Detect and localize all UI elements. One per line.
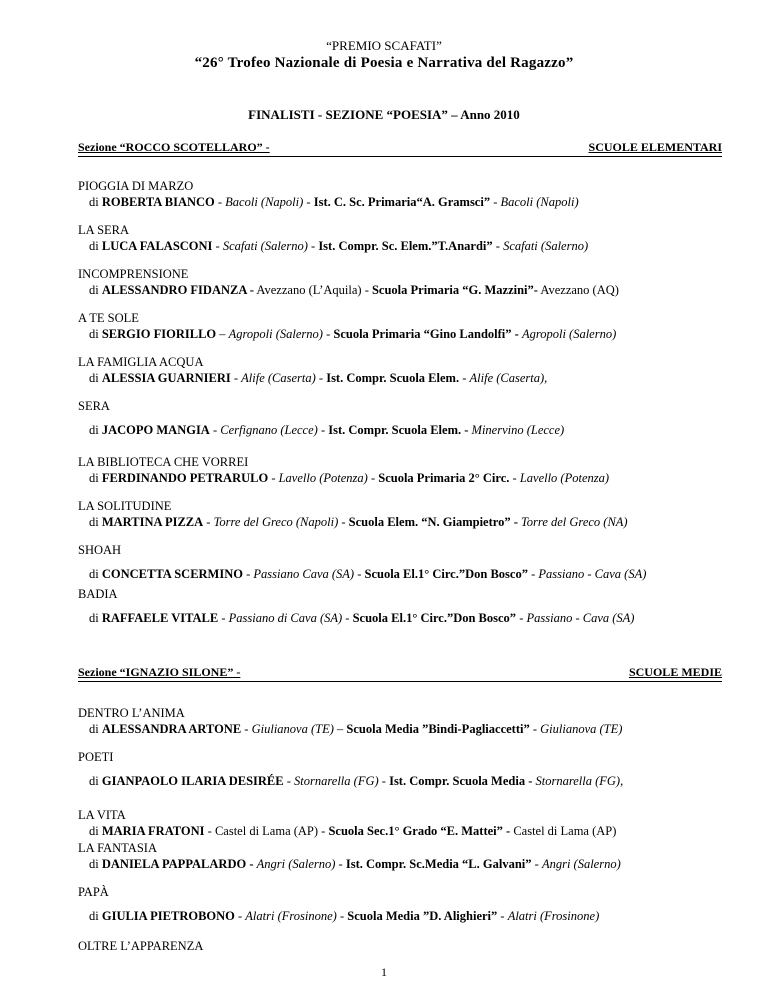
author-place: Alife (Caserta) [241,371,316,385]
poem-title: OLTRE L’APPARENZA [78,939,204,953]
author-place: Alatri (Frosinone) [245,909,337,923]
prefix: di [89,722,102,736]
author-place: Cerfignano (Lecce) [220,423,318,437]
separator: - [242,567,254,581]
separator: - [234,909,246,923]
school-name: Ist. Compr. Sc. Elem.”T.Anardi” [318,239,493,253]
author-name: SERGIO FIORILLO [101,327,217,341]
finalist-entry [78,705,738,737]
separator: - [531,857,542,871]
school-city: Torre del Greco (NA) [521,515,628,529]
author-name: ALESSIA GUARNIERI [101,371,231,385]
prefix: di [89,611,102,625]
author-name: LUCA FALASCONI [101,239,213,253]
separator: - [492,239,504,253]
separator: - [497,909,508,923]
school-name: Scuola El.1° Circ.”Don Bosco” [364,567,528,581]
prefix: di [89,327,102,341]
separator: - [218,611,229,625]
prefix: di [89,423,102,437]
poem-title: LA VITA [78,808,126,822]
prefix: di [89,195,102,209]
prefix: di [89,824,102,838]
prefix: di [89,471,102,485]
author-line [78,238,738,254]
school-name: Scuola Media ”Bindi-Pagliaccetti” [346,722,530,736]
separator: - [338,515,349,529]
prefix: di [89,857,102,871]
poem-title: DENTRO L’ANIMA [78,706,185,720]
school-name: Ist. C. Sc. Primaria“A. Gramsci” [313,195,491,209]
school-name: Scuola Elem. “N. Giampietro” - [348,515,518,529]
school-city: Bacoli (Napoli) [500,195,579,209]
school-name: Ist. Compr. Scuola Elem. - [328,423,469,437]
author-line [78,823,738,839]
author-place: Lavello (Potenza) [278,471,368,485]
school-city: Alife (Caserta), [469,371,548,385]
section-name: Sezione “IGNAZIO SILONE” - [78,665,241,679]
author-line [78,773,738,789]
poem-title: SERA [78,399,110,413]
section-header [78,140,722,157]
author-place: Agropoli (Salerno) [228,327,323,341]
author-name: ROBERTA BIANCO [101,195,215,209]
poem-title: BADIA [78,587,118,601]
author-line [78,721,738,737]
poem-title: LA SERA [78,223,130,237]
separator: - [214,195,226,209]
poem-title: PIOGGIA DI MARZO [78,179,194,193]
separator: Castel di Lama (AP) [510,824,617,838]
poem-title: A TE SOLE [78,311,139,325]
school-name: Scuola Sec.1° Grado “E. Mattei” - [328,824,511,838]
school-city: Agropoli (Salerno) [521,327,617,341]
school-name: Scuola El.1° Circ.”Don Bosco” [352,611,517,625]
school-name: Scuola Media ”D. Alighieri” [347,909,498,923]
finalist-entry [78,586,738,626]
separator: - [529,722,541,736]
section-header [78,665,722,682]
poem-title: LA SOLITUDINE [78,499,172,513]
poem-title: LA BIBLIOTECA CHE VORREI [78,455,249,469]
separator: - [317,423,329,437]
separator: - [322,327,334,341]
separator: - [490,195,501,209]
separator: Avezzano (AQ) [537,283,619,297]
prefix: di [89,567,102,581]
author-name: GIANPAOLO ILARIA DESIRÉE [101,774,284,788]
separator: - [342,611,353,625]
author-line [78,470,738,486]
finalist-entry [78,938,738,954]
poem-title: POETI [78,750,114,764]
finalists-heading: FINALISTI - SEZIONE “POESIA” – Anno 2010 [248,107,520,122]
author-line [78,610,738,626]
finalist-entry [78,542,738,582]
finalist-entry [78,840,738,872]
finalist-entry [78,398,738,438]
school-name: Scuola Primaria 2° Circ. [378,471,510,485]
author-place: Stornarella (FG) [294,774,379,788]
school-city: Stornarella (FG), [535,774,624,788]
finalist-entry [78,310,738,342]
separator: - [241,722,252,736]
separator: - [303,195,314,209]
separator: - [509,471,520,485]
poem-title: LA FANTASIA [78,841,157,855]
prefix: di [89,774,102,788]
school-city: Alatri (Frosinone) [507,909,600,923]
section-category: SCUOLE ELEMENTARI [588,140,722,154]
author-line [78,282,738,298]
school-name: Scuola Primaria “Gino Landolfi” - [333,327,519,341]
author-place: Bacoli (Napoli) [225,195,304,209]
author-place: Angri (Salerno) [256,857,336,871]
finalist-entry [78,354,738,386]
finalist-entry [78,749,738,789]
prize-title: “PREMIO SCAFATI” [326,38,442,53]
finalist-entry [78,178,738,210]
author-line [78,326,738,342]
separator: - [335,857,346,871]
separator: - [367,471,379,485]
prefix: di [89,515,102,529]
author-line [78,856,738,872]
school-city: Angri (Salerno) [541,857,621,871]
separator: - [336,909,348,923]
page-number: 1 [381,965,387,979]
author-place: Passiano di Cava (SA) [228,611,343,625]
author-place: Torre del Greco (Napoli) [213,515,339,529]
separator: - [212,239,223,253]
separator: – [333,722,347,736]
finalist-entry [78,807,738,839]
author-line [78,422,738,438]
author-place: Scafati (Salerno) [222,239,308,253]
poem-title: LA FAMIGLIA ACQUA [78,355,204,369]
section-name: Sezione “ROCCO SCOTELLARO” - [78,140,270,154]
separator: - [378,774,390,788]
finalist-entry [78,498,738,530]
author-line [78,194,738,210]
author-name: ALESSANDRA ARTONE [101,722,242,736]
finalist-entry [78,454,738,486]
author-name: DANIELA PAPPALARDO - [101,857,254,871]
separator: - [209,423,221,437]
prefix: di [89,239,102,253]
separator: - Castel di Lama (AP) - [204,824,329,838]
poem-title: INCOMPRENSIONE [78,267,189,281]
trophy-title: “26° Trofeo Nazionale di Poesia e Narrativa del Ragazzo” [194,55,574,71]
school-name: Scuola Primaria “G. Mazzini”- [371,283,538,297]
school-city: Lavello (Potenza) [519,471,610,485]
school-name: Ist. Compr. Scuola Elem. [326,371,460,385]
author-name: GIULIA PIETROBONO [101,909,235,923]
finalist-entry [78,884,738,924]
separator: - [527,567,539,581]
separator: - [230,371,242,385]
author-place: Passiano Cava (SA) [253,567,355,581]
author-line [78,908,738,924]
poem-title: PAPÀ [78,885,109,899]
separator: - [307,239,319,253]
school-city: Minervino (Lecce) [471,423,565,437]
author-name: RAFFAELE VITALE [101,611,219,625]
finalist-entry [78,266,738,298]
separator: - [203,515,214,529]
separator: - [315,371,327,385]
author-place: Giulianova (TE) [251,722,334,736]
author-name: JACOPO MANGIA [101,423,210,437]
school-city: Giulianova (TE) [540,722,623,736]
separator: - [354,567,365,581]
author-name: FERDINANDO PETRARULO [101,471,269,485]
prefix: di [89,283,102,297]
author-name: MARTINA PIZZA [101,515,204,529]
school-name: Ist. Compr. Scuola Media - [389,774,533,788]
author-name: MARIA FRATONI [101,824,205,838]
prefix: di [89,909,102,923]
poem-title: SHOAH [78,543,122,557]
author-name: ALESSANDRO FIDANZA - [101,283,254,297]
school-name: Ist. Compr. Sc.Media “L. Galvani” [345,857,532,871]
separator: - [516,611,527,625]
separator: - [459,371,470,385]
separator: - [268,471,279,485]
finalist-entry [78,222,738,254]
separator: – [216,327,229,341]
author-line [78,566,738,582]
school-city: Passiano - Cava (SA) [538,567,647,581]
separator: Avezzano (L’Aquila) - [253,283,372,297]
prefix: di [89,371,102,385]
author-name: CONCETTA SCERMINO [101,567,243,581]
separator: - [283,774,295,788]
section-category: SCUOLE MEDIE [628,665,722,679]
school-city: Scafati (Salerno) [503,239,589,253]
school-city: Passiano - Cava (SA) [526,611,635,625]
author-line [78,514,738,530]
author-line [78,370,738,386]
